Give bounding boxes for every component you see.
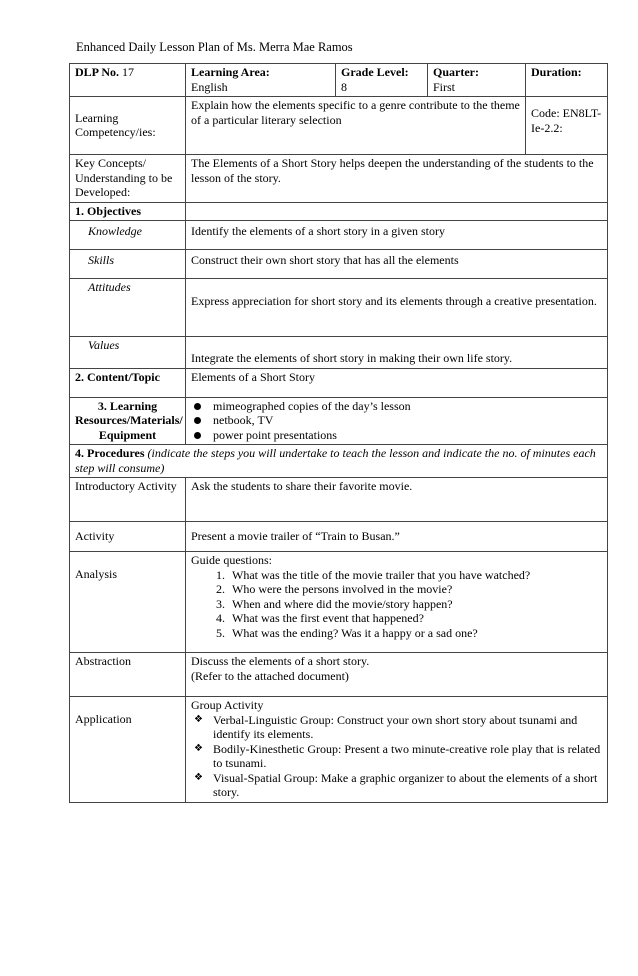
competency-row (70, 97, 608, 155)
list-item: 4. What was the first event that happened? (228, 611, 602, 626)
list-item: 3. When and where did the movie/story happen? (228, 597, 602, 612)
abstraction-note: (Refer to the attached document) (191, 668, 349, 683)
activity-row (70, 522, 608, 552)
application-label: Application (70, 697, 186, 803)
values-text: Integrate the elements of short story in making their own life story. (186, 337, 608, 369)
resources-list (191, 399, 602, 443)
guide-questions-list (191, 568, 602, 641)
abstraction-text: Discuss the elements of a short story. (191, 654, 370, 668)
objectives-heading-row (70, 202, 608, 221)
list-item: ❖ Visual-Spatial Group: Make a graphic organizer to about the elements of a short story. (191, 771, 602, 800)
grade-label: Grade Level: (341, 65, 409, 79)
lesson-plan-table (69, 63, 608, 803)
intro-label: Introductory Activity (70, 478, 186, 522)
learning-area-value: English (191, 79, 228, 94)
abstraction-row (70, 653, 608, 697)
attitudes-label: Attitudes (70, 279, 186, 337)
dlp-cell (70, 64, 186, 97)
analysis-intro: Guide questions: (191, 553, 272, 567)
quarter-label: Quarter: (433, 65, 479, 79)
content-label: 2. Content/Topic (70, 368, 186, 397)
competency-label: Learning Competency/ies: (70, 97, 186, 155)
resources-label: 3. Learning Resources/Materials/ Equipment (70, 397, 186, 445)
key-concepts-label: Key Concepts/ Understanding to be Developed: (70, 155, 186, 203)
skills-row (70, 250, 608, 279)
procedures-heading: 4. Procedures (75, 446, 145, 460)
content-row (70, 368, 608, 397)
key-concepts-text: The Elements of a Short Story helps deepen the understanding of the students to the lesson of the story. (186, 155, 608, 203)
procedures-heading-cell (70, 445, 608, 478)
learning-area-label: Learning Area: (191, 65, 270, 79)
list-item: netbook, TV (191, 413, 602, 428)
quarter-cell (428, 64, 526, 97)
abstraction-label: Abstraction (70, 653, 186, 697)
content-text: Elements of a Short Story (186, 368, 608, 397)
list-item: ❖ Verbal-Linguistic Group: Construct your own short story about tsunami and identify its elements. (191, 713, 602, 742)
procedures-heading-row (70, 445, 608, 478)
resources-row (70, 397, 608, 445)
list-item: 5. What was the ending? Was it a happy or a sad one? (228, 626, 602, 641)
activity-text: Present a movie trailer of “Train to Busan.” (186, 522, 608, 552)
skills-label: Skills (70, 250, 186, 279)
grade-cell (336, 64, 428, 97)
values-row (70, 337, 608, 369)
procedures-note: (indicate the steps you will undertake to teach the lesson and indicate the no. of minutes each step will consume) (75, 446, 596, 475)
intro-row (70, 478, 608, 522)
key-concepts-row (70, 155, 608, 203)
group-activity-list (191, 713, 602, 800)
knowledge-label: Knowledge (70, 221, 186, 250)
document-title: Enhanced Daily Lesson Plan of Ms. Merra Mae Ramos (76, 40, 353, 54)
attitudes-row (70, 279, 608, 337)
knowledge-text: Identify the elements of a short story in a given story (186, 221, 608, 250)
list-item: ❖ Bodily-Kinesthetic Group: Present a two minute-creative role play that is related to tsunami. (191, 742, 602, 771)
dlp-label: DLP No. (75, 65, 120, 79)
application-cell (186, 697, 608, 803)
values-label: Values (70, 337, 186, 369)
grade-value: 8 (341, 79, 347, 94)
list-item: 2. Who were the persons involved in the movie? (228, 582, 602, 597)
dlp-value: 17 (122, 65, 135, 79)
duration-cell (526, 64, 608, 97)
abstraction-cell (186, 653, 608, 697)
competency-text: Explain how the elements specific to a genre contribute to the theme of a particular literary selection (186, 97, 526, 155)
learning-area-cell (186, 64, 336, 97)
analysis-cell (186, 552, 608, 653)
duration-label: Duration: (531, 65, 582, 79)
activity-label: Activity (70, 522, 186, 552)
competency-code: Code: EN8LT-Ie-2.2: (526, 97, 608, 155)
analysis-label: Analysis (70, 552, 186, 653)
attitudes-text: Express appreciation for short story and its elements through a creative presentation. (186, 279, 608, 337)
quarter-value: First (433, 79, 456, 94)
header-row (70, 64, 608, 97)
resources-cell (186, 397, 608, 445)
list-item: power point presentations (191, 428, 602, 443)
application-row (70, 697, 608, 803)
skills-text: Construct their own short story that has all the elements (186, 250, 608, 279)
application-intro: Group Activity (191, 698, 264, 712)
objectives-heading: 1. Objectives (70, 202, 186, 221)
analysis-row (70, 552, 608, 653)
list-item: 1. What was the title of the movie trailer that you have watched? (228, 568, 602, 583)
knowledge-row (70, 221, 608, 250)
list-item: mimeographed copies of the day’s lesson (191, 399, 602, 414)
intro-text: Ask the students to share their favorite movie. (186, 478, 608, 522)
